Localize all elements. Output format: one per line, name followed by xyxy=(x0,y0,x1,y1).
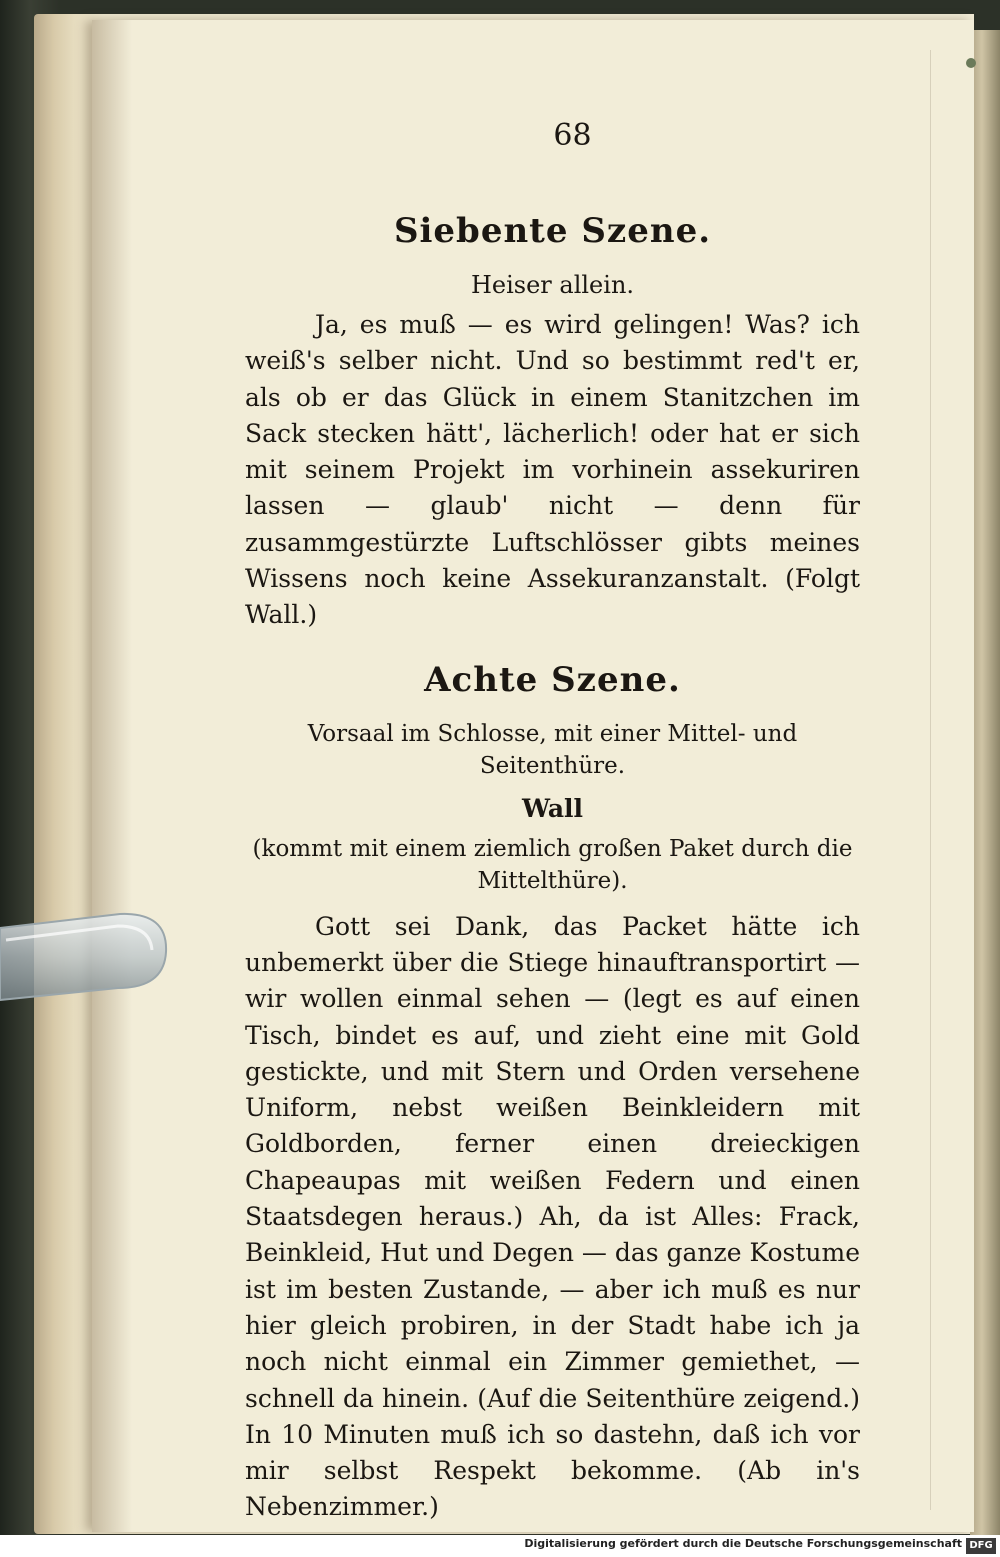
page-number: 68 xyxy=(553,118,592,153)
stage-direction-8: (kommt mit einem ziemlich großen Paket durch die Mittelthüre). xyxy=(252,835,853,894)
binding-shadow xyxy=(92,20,132,1532)
dfg-logo: DFG xyxy=(966,1538,996,1554)
page-text-block xyxy=(245,100,860,1526)
page-fold-line xyxy=(930,50,931,1510)
speech-heiser: Ja, es muß — es wird gelingen! Was? ich weiß's selber nicht. Und so bestimmt red't er, als ob er das Glück in einem Stanitzchen im Sack stecken hätt', lächerlich! oder hat er sich mit seinem Projekt im vorhinein assekuriren lassen — glaub' nicht — denn für zusammgestürzte Luftschlösser gibts meines Wissens noch keine Assekuranzanstalt. (Folgt Wall.) xyxy=(245,310,860,630)
glass-pointer-icon xyxy=(0,900,175,1002)
scan-marker-icon xyxy=(966,58,976,68)
speech-wall: Gott sei Dank, das Packet hätte ich unbemerkt über die Stiege hinauftransportirt — wir wollen einmal sehen — (legt es auf einen Tisch, bindet es auf, und zieht eine mit Gold gestickte, und mit Stern und Orden versehene Uniform, nebst weißen Beinkleidern mit Goldborden, ferner einen dreieckigen Chapeaupas mit weißen Federn und einen Staatsdegen heraus.) Ah, da ist Alles: Frack, Beinkleid, Hut und Degen — das ganze Kostume ist im besten Zustande, — aber ich muß es nur hier gleich probiren, in der Stadt habe ich ja noch nicht einmal ein Zimmer gemiethet, — schnell da hinein. (Auf die Seitenthüre zeigend.) In 10 Minuten muß ich so dastehn, daß ich vor mir selbst Respekt bekomme. (Ab in's Nebenzimmer.) xyxy=(245,911,860,1522)
speaker-name: Wall xyxy=(521,793,584,823)
footer-bar xyxy=(0,1535,1000,1557)
facing-page-edge xyxy=(970,30,1000,1535)
scene-title-7: Siebente Szene. xyxy=(393,211,712,251)
scene-setting-8: Vorsaal im Schlosse, mit einer Mittel- und Seitenthüre. xyxy=(307,720,798,779)
footer-credit: Digitalisierung gefördert durch die Deutsche Forschungsgemeinschaft xyxy=(524,1537,962,1550)
stage-direction-7: Heiser allein. xyxy=(470,271,635,299)
scene-title-8: Achte Szene. xyxy=(424,659,681,700)
